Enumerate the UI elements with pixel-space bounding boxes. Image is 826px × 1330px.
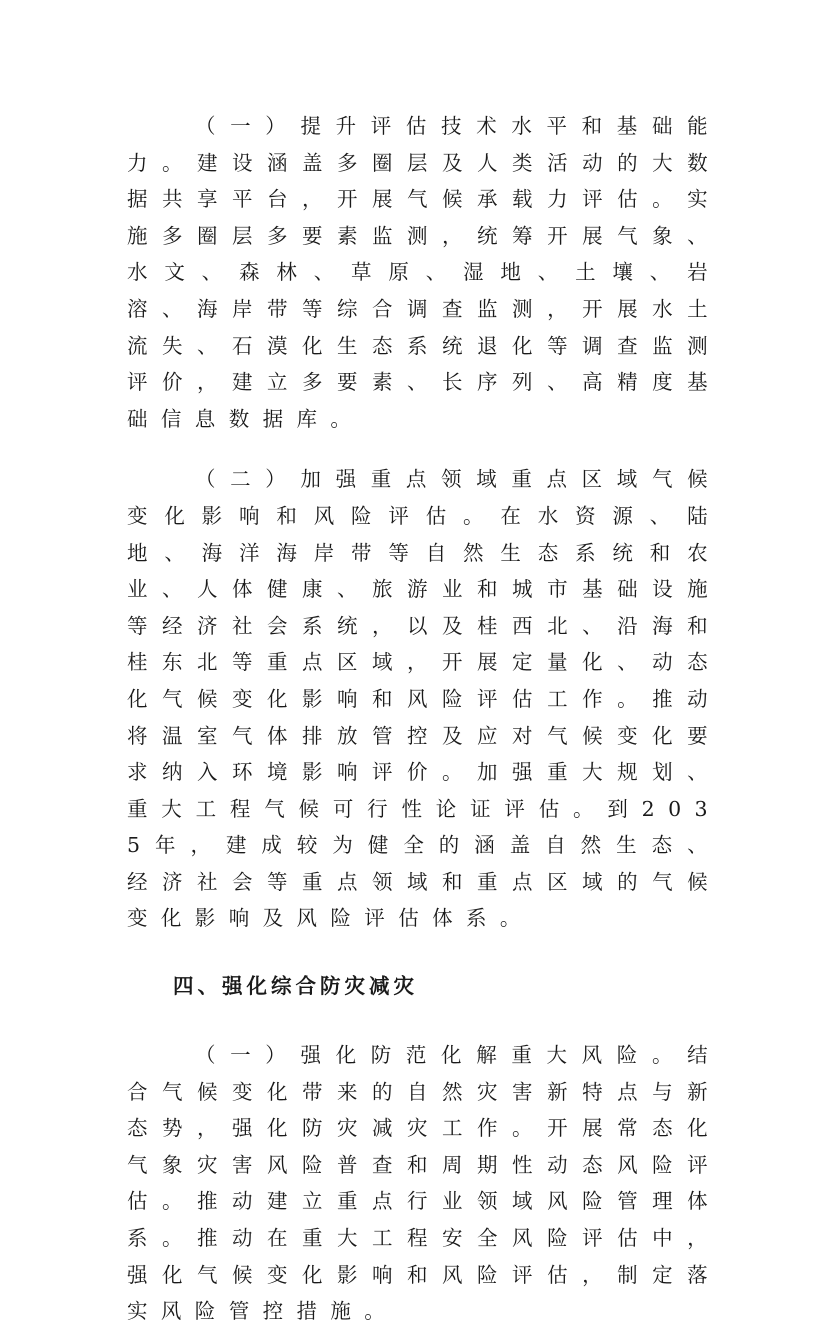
section-heading-disaster-prevention: 四、强化综合防灾减灾 — [173, 974, 418, 999]
paragraph-key-area-risk-assessment: （二）加强重点领域重点区域气候变化影响和风险评估。在水资源、陆地、海洋海岸带等自然生态系统和农业、人体健康、旅游业和城市基础设施等经济社会系统，以及桂西北、沿海和桂东北等重点区域，开展定量化、动态化气候变化影响和风险评估工作。推动将温室气体排放管控及应对气候变化要求纳入环境影响评价。加强重大规划、重大工程气候可行性论证评估。到2035年，建成较为健全的涵盖自然生态、经济社会等重点领域和重点区域的气候变化影响及风险评估体系。 — [127, 467, 721, 931]
document-page — [127, 108, 721, 1330]
paragraph-major-risk-prevention: （一）强化防范化解重大风险。结合气候变化带来的自然灾害新特点与新态势，强化防灾减灾工作。开展常态化气象灾害风险普查和周期性动态风险评估。推动建立重点行业领域风险管理体系。推动在重大工程安全风险评估中，强化气候变化影响和风险评估，制定落实风险管控措施。 — [127, 1043, 721, 1324]
paragraph-assessment-capability: （一）提升评估技术水平和基础能力。建设涵盖多圈层及人类活动的大数据共享平台，开展气候承载力评估。实施多圈层多要素监测，统筹开展气象、水文、森林、草原、湿地、土壤、岩溶、海岸带等综合调查监测，开展水土流失、石漠化生态系统退化等调查监测评价，建立多要素、长序列、高精度基础信息数据库。 — [127, 114, 721, 431]
